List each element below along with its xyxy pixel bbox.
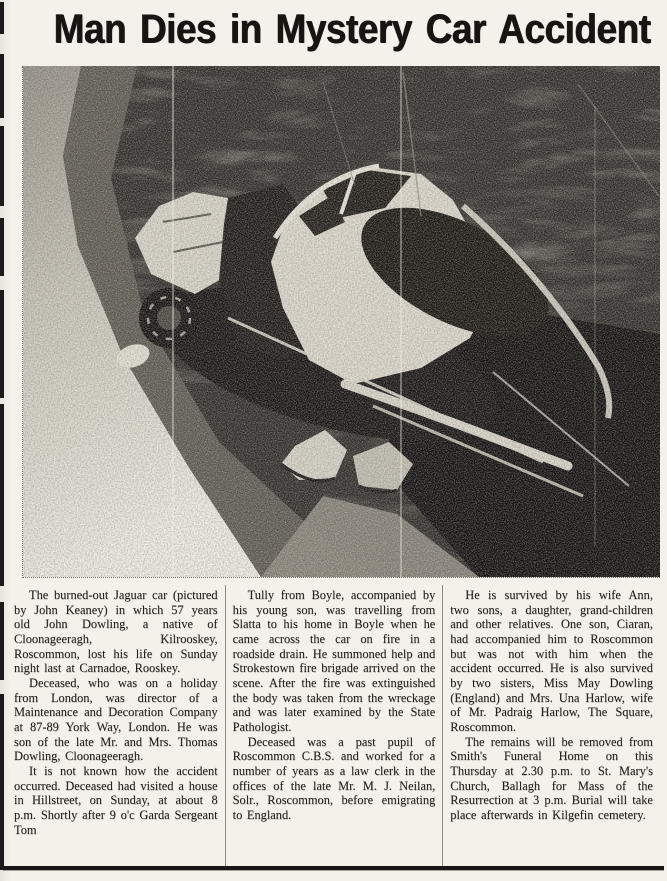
accident-photo: [22, 66, 660, 578]
bottom-rule: [3, 866, 664, 870]
paragraph: Deceased was a past pupil of Roscommon C.B.S. and worked for a number of years as a law clerk in the offices of the late Mr. M. J. Neilan, Solr., Roscommon, before emigrating to England.: [232, 734, 436, 822]
article-column-1: [7, 585, 225, 866]
article-column-2: [225, 585, 443, 866]
article-body: [7, 585, 660, 866]
accident-photo-illustration: [23, 66, 660, 577]
paragraph: Tully from Boyle, accompanied by his young son, was travelling from Slatta to his home in Boyle when he came across the car on fire in a roadside drain. He summoned help and Strokestown fire brigade arrived on the scene. After the fire was extinguished the body was taken from the wreckage and was later examined by the State Pathologist.: [232, 588, 436, 734]
paragraph: The burned-out Jaguar car (pictured by John Keaney) in which 57 years old John Dowling, a native of Cloonageeragh, Kilrooskey, Roscommon, lost his life on Sunday night last at Carnadoe, Rooskey.: [14, 588, 218, 676]
headline: Man Dies in Mystery Car Accident: [53, 6, 651, 52]
paragraph: It is not known how the accident occurred. Deceased had visited a house in Hillstreet, on Sunday, at about 8 p.m. Shortly after 9 o'c Garda Sergeant Tom: [14, 763, 218, 837]
article-column-3: [442, 585, 660, 866]
paragraph: The remains will be removed from Smith's Funeral Home on this Thursday at 2.30 p.m. to St. Mary's Church, Ballagh for Mass of the Resurrection at 3 p.m. Burial will take place afterwards in Kilgefin cemetery.: [450, 734, 653, 822]
paragraph: Deceased, who was on a holiday from London, was director of a Maintenance and Decoration Company at 87-89 York Way, London. He was son of the late Mr. and Mrs. Thomas Dowling, Cloonageeragh.: [14, 675, 218, 764]
photo-grain-dark: [23, 66, 660, 577]
paragraph: He is survived by his wife Ann, two sons, a daughter, grand-children and other relatives. One son, Ciaran, had accompanied him to Roscommon but was not with him when the accident occurred. He is also survived by two sisters, Miss May Dowling (England) and Mrs. Una Harlow, wife of Mr. Padraig Harlow, The Square, Roscommon.: [450, 588, 653, 734]
